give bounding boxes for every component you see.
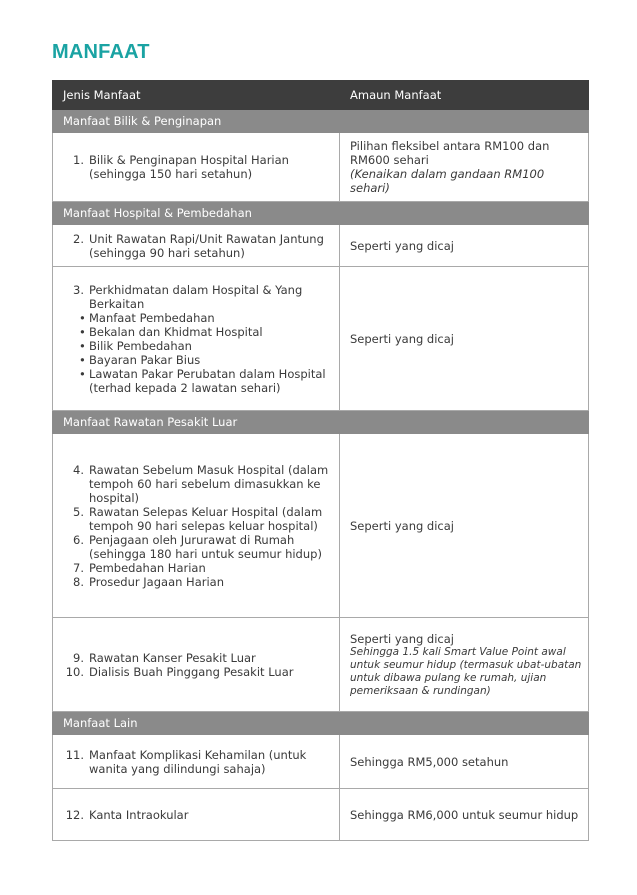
page-title: MANFAAT [52, 41, 150, 63]
section-row [53, 110, 589, 133]
section-row [53, 202, 589, 225]
amount-cell [340, 735, 589, 789]
amount-cell [340, 789, 589, 841]
benefit-cell [53, 225, 340, 267]
item-number: 1. [73, 153, 84, 167]
amount-cell [340, 267, 589, 411]
amount-text: Sehingga RM5,000 setahun [350, 754, 509, 769]
table-row [53, 133, 589, 202]
item-number: 9. [73, 650, 84, 665]
section-label: Manfaat Bilik & Penginapan [53, 110, 589, 133]
item-text: Rawatan Sebelum Masuk Hospital (dalam tempoh 60 hari sebelum dimasukkan ke hospital) [89, 462, 329, 505]
amount-note: (Kenaikan dalam gandaan RM100 sehari) [350, 167, 545, 195]
bullet-text: Manfaat Pembedahan [89, 310, 215, 325]
item-text: Dialisis Buah Pinggang Pesakit Luar [89, 664, 294, 679]
section-label: Manfaat Rawatan Pesakit Luar [53, 411, 589, 434]
table-header-row [53, 81, 589, 110]
list-item [63, 311, 335, 325]
table-row [53, 789, 589, 841]
item-number: 11. [65, 747, 84, 762]
header-benefit-type: Jenis Manfaat [53, 81, 340, 110]
item-number: 10. [65, 664, 84, 679]
amount-text: Seperti yang dicaj [350, 331, 454, 346]
table-row [53, 225, 589, 267]
benefit-cell [53, 789, 340, 841]
item-text: Manfaat Komplikasi Kehamilan (untuk wanita yang dilindungi sahaja) [89, 747, 307, 776]
bullet-text: Lawatan Pakar Perubatan dalam Hospital (terhad kepada 2 lawatan sehari) [89, 366, 326, 395]
benefit-cell [53, 267, 340, 411]
list-item [63, 353, 335, 367]
item-text: Prosedur Jagaan Harian [89, 574, 225, 589]
table-row [53, 735, 589, 789]
amount-cell [340, 618, 589, 712]
table-row [53, 267, 589, 411]
table-row [53, 618, 589, 712]
bullet-text: Bekalan dan Khidmat Hospital [89, 324, 263, 339]
bullet-icon: • [79, 324, 86, 339]
benefit-cell [53, 434, 340, 618]
item-text: Penjagaan oleh Jururawat di Rumah (sehingga 180 hari untuk seumur hidup) [89, 532, 322, 561]
item-number: 12. [65, 807, 84, 822]
item-number: 2. [73, 231, 84, 246]
bullet-icon: • [79, 366, 86, 381]
amount-text: Sehingga RM6,000 untuk seumur hidup [350, 807, 579, 822]
item-number: 8. [73, 574, 84, 589]
benefit-cell [53, 133, 340, 202]
list-item [63, 367, 335, 395]
item-text: Rawatan Kanser Pesakit Luar [89, 650, 256, 665]
bullet-text: Bilik Pembedahan [89, 338, 192, 353]
amount-text: Pilihan fleksibel antara RM100 dan RM600 sehari [350, 139, 550, 167]
item-text: Perkhidmatan dalam Hospital & Yang Berkaitan [89, 282, 303, 311]
item-number: 5. [73, 504, 84, 519]
item-text: Kanta Intraokular [89, 807, 189, 822]
list-item [63, 339, 335, 353]
amount-text: Seperti yang dicaj [350, 238, 454, 253]
bullet-icon: • [79, 352, 86, 367]
item-number: 4. [73, 462, 84, 477]
header-benefit-amount: Amaun Manfaat [340, 81, 589, 110]
benefits-table [52, 80, 589, 841]
section-row [53, 712, 589, 735]
item-number: 3. [73, 282, 84, 297]
table-row [53, 434, 589, 618]
amount-note: Sehingga 1.5 kali Smart Value Point awal untuk seumur hidup (termasuk ubat-ubatan untuk dibawa pulang ke rumah, ujian pemeriksaan & rundingan) [350, 645, 582, 697]
amount-text: Seperti yang dicaj [350, 518, 454, 533]
amount-cell [340, 434, 589, 618]
item-text: Pembedahan Harian [89, 560, 206, 575]
bullet-icon: • [79, 338, 86, 353]
item-text: Bilik & Penginapan Hospital Harian (sehingga 150 hari setahun) [89, 153, 289, 181]
item-text: Rawatan Selepas Keluar Hospital (dalam tempoh 90 hari selepas keluar hospital) [89, 504, 323, 533]
benefit-cell [53, 735, 340, 789]
item-number: 7. [73, 560, 84, 575]
section-label: Manfaat Hospital & Pembedahan [53, 202, 589, 225]
list-item [63, 325, 335, 339]
bullet-icon: • [79, 310, 86, 325]
benefit-cell [53, 618, 340, 712]
section-label: Manfaat Lain [53, 712, 589, 735]
item-number: 6. [73, 532, 84, 547]
item-text: Unit Rawatan Rapi/Unit Rawatan Jantung (sehingga 90 hari setahun) [89, 231, 324, 260]
bullet-text: Bayaran Pakar Bius [89, 352, 201, 367]
section-row [53, 411, 589, 434]
amount-cell [340, 133, 589, 202]
amount-text: Seperti yang dicaj [350, 631, 454, 646]
amount-cell [340, 225, 589, 267]
